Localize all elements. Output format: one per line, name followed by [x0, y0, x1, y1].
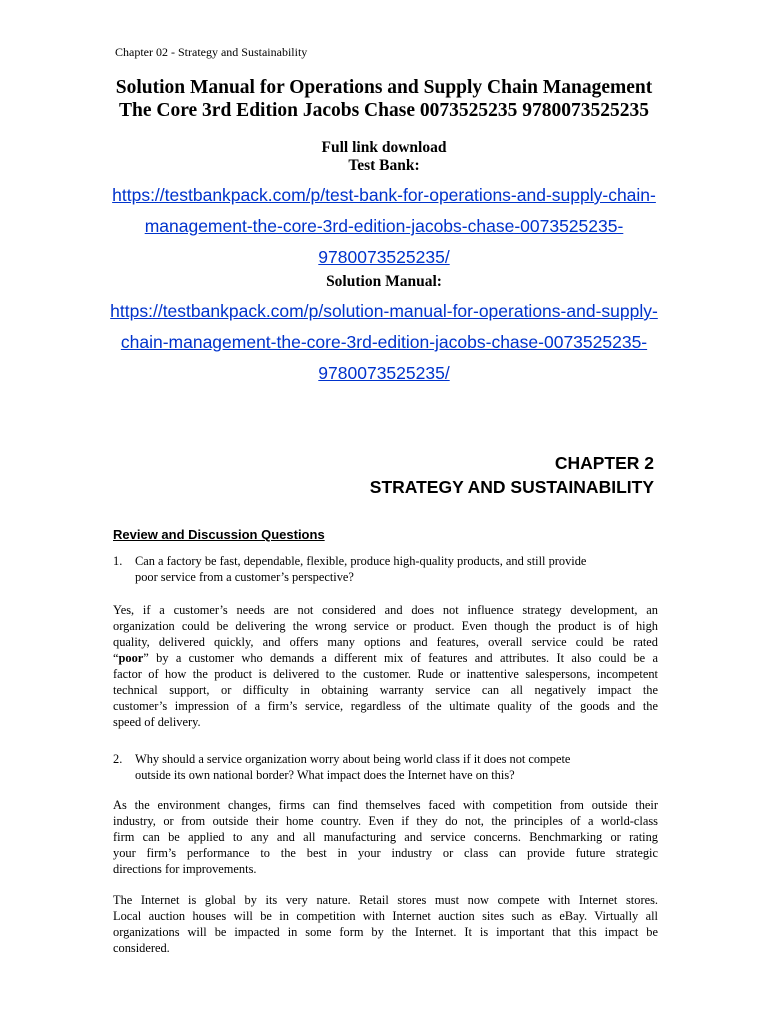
answer-line: customer’s impression of a firm’s service, regardless of the ultimate quality of the goods and the	[113, 699, 658, 713]
answer-line-with-emphasis	[113, 650, 658, 666]
test-bank-link-line-1[interactable]: https://testbankpack.com/p/test-bank-for-operations-and-supply-chain-	[112, 185, 656, 205]
answer-1	[113, 602, 658, 730]
answer-line: Yes, if a customer’s needs are not considered and does not influence strategy development, an	[113, 603, 658, 617]
open-quote: “	[113, 651, 119, 665]
full-link-label: Full link download	[321, 139, 447, 156]
page-header: Chapter 02 - Strategy and Sustainability	[115, 45, 308, 59]
answer-line: quality, delivered quickly, and offers many options and features, overall service could be rated	[113, 635, 658, 649]
answer-line: organizations will be impacted in some form by the Internet. It is important that this impact be	[113, 925, 658, 939]
document-title	[0, 76, 768, 122]
answer-line: industry, or from outside their home country. Even if they do not, the principles of a world-class	[113, 814, 658, 828]
answer-line: speed of delivery.	[113, 715, 201, 729]
answer-line: Local auction houses will be in competition with Internet auction sites such as eBay. Virtually all	[113, 909, 658, 923]
answer-line: factor of how the product is delivered to the customer. Rude or inattentive salespersons, incompetent	[113, 667, 658, 681]
answer-line: your firm’s performance to the best in your industry or class can provide future strategic	[113, 846, 658, 860]
test-bank-label: Test Bank:	[348, 157, 420, 174]
answer-2-continued	[113, 892, 658, 956]
question-text-line: Can a factory be fast, dependable, flexible, produce high-quality products, and still provide	[135, 554, 587, 568]
answer-line: organization could be delivering the wrong service or product. Even though the product is of high	[113, 619, 658, 633]
close-quote: ”	[143, 651, 149, 665]
answer-line: firm can be applied to any and all manufacturing and service concerns. Benchmarking or rating	[113, 830, 658, 844]
solution-manual-link[interactable]	[0, 296, 768, 389]
answer-line: The Internet is global by its very nature. Retail stores must now compete with Internet stores.	[113, 893, 658, 907]
document-title-line-1: Solution Manual for Operations and Supply Chain Management	[115, 77, 653, 98]
answer-line: technical support, or difficulty in obtaining warranty service can all negatively impact the	[113, 683, 658, 697]
solution-manual-link-line-1[interactable]: https://testbankpack.com/p/solution-manual-for-operations-and-supply-	[110, 301, 658, 321]
question-1	[113, 553, 658, 585]
answer-line-rest: by a customer who demands a different mix of features and attributes. It also could be a	[156, 651, 658, 665]
document-title-line-2: The Core 3rd Edition Jacobs Chase 0073525235 9780073525235	[119, 100, 649, 121]
chapter-title: STRATEGY AND SUSTAINABILITY	[369, 477, 654, 497]
solution-manual-link-line-2[interactable]: chain-management-the-core-3rd-edition-jacobs-chase-0073525235-	[120, 332, 648, 352]
question-number: 2.	[113, 752, 123, 766]
question-2	[113, 751, 658, 783]
chapter-number: CHAPTER 2	[554, 453, 654, 473]
test-bank-link[interactable]	[0, 180, 768, 273]
question-text-line: outside its own national border? What impact does the Internet have on this?	[135, 768, 515, 782]
question-number: 1.	[113, 554, 123, 568]
solution-manual-label: Solution Manual:	[326, 273, 442, 290]
solution-manual-link-line-3[interactable]: 9780073525235/	[318, 363, 450, 383]
answer-line: considered.	[113, 941, 170, 955]
emphasized-word: poor	[118, 651, 144, 665]
test-bank-link-line-2[interactable]: management-the-core-3rd-edition-jacobs-chase-0073525235-	[144, 216, 624, 236]
chapter-heading	[370, 451, 654, 499]
section-heading: Review and Discussion Questions	[113, 527, 325, 542]
answer-line: As the environment changes, firms can find themselves faced with competition from outside their	[113, 798, 658, 812]
answer-line: directions for improvements.	[113, 862, 257, 876]
download-labels	[0, 139, 768, 175]
test-bank-link-line-3[interactable]: 9780073525235/	[318, 247, 450, 267]
answer-2	[113, 797, 658, 877]
question-text-line: Why should a service organization worry about being world class if it does not compete	[135, 752, 571, 766]
question-text-line: poor service from a customer’s perspective?	[135, 570, 354, 584]
